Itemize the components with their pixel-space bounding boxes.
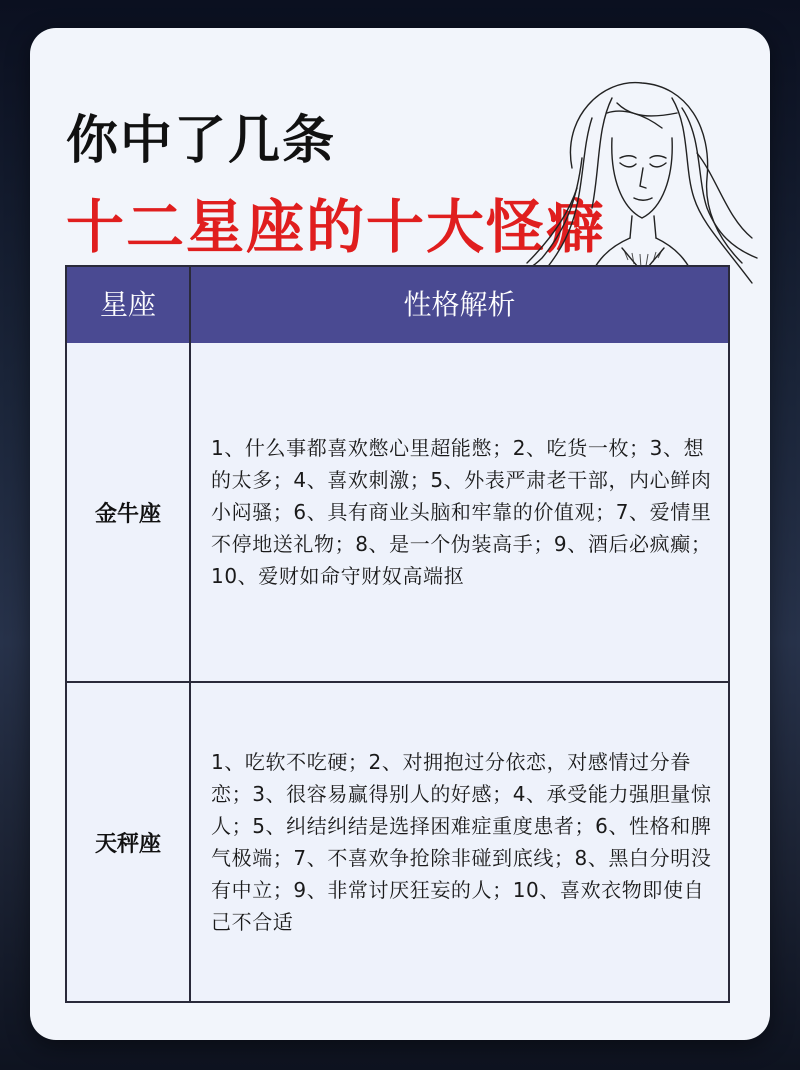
description-cell: 1、什么事都喜欢憋心里超能憋；2、吃货一枚；3、想的太多；4、喜欢刺激；5、外表严肃老干部，内心鲜肉小闷骚；6、具有商业头脑和牢靠的价值观；7、爱情里不停地送礼物；8、是一个伪装高手；9、酒后必疯癫；10、爱财如命守财奴高端抠 bbox=[211, 436, 712, 588]
page-title: 你中了几条 bbox=[66, 111, 337, 171]
zodiac-table bbox=[65, 265, 730, 1003]
table-row bbox=[67, 343, 728, 683]
table-row bbox=[67, 683, 728, 1001]
table-header bbox=[67, 267, 728, 343]
page-subtitle: 十二星座的十大怪癖 bbox=[66, 193, 607, 261]
column-header-sign: 星座 bbox=[67, 267, 191, 343]
sign-cell: 天秤座 bbox=[67, 683, 191, 1001]
sign-cell: 金牛座 bbox=[67, 343, 191, 681]
content-card bbox=[30, 28, 770, 1040]
description-cell: 1、吃软不吃硬；2、对拥抱过分依恋，对感情过分眷恋；3、很容易赢得别人的好感；4、承受能力强胆量惊人；5、纠结纠结是选择困难症重度患者；6、性格和脾气极端；7、不喜欢争抢除非碰到底线；8、黑白分明没有中立；9、非常讨厌狂妄的人；10、喜欢衣物即使自己不合适 bbox=[211, 750, 712, 934]
column-header-analysis: 性格解析 bbox=[403, 288, 516, 321]
woman-portrait-sketch-icon bbox=[512, 58, 762, 298]
